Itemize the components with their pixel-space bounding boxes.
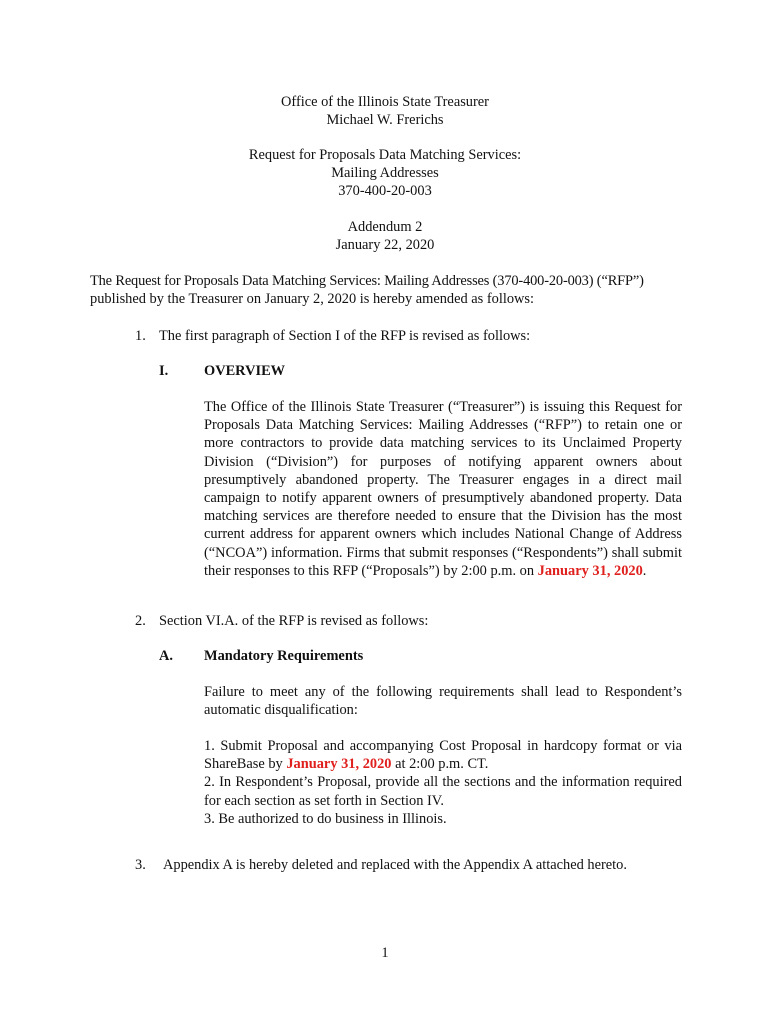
rfp-heading [0,146,770,201]
intro-line-2: published by the Treasurer on January 2, 2020 is hereby amended as follows: [90,291,535,308]
overview-deadline: January 31, 2020 [537,562,643,579]
page-number: 1 [381,945,389,961]
rfp-number: 370-400-20-003 [338,183,432,200]
item-1-number: 1. [135,328,146,344]
requirement-2: 2. In Respondent’s Proposal, provide all the sections and the information required for each section as set forth in Section IV. [204,774,682,809]
requirement-1: 1. Submit Proposal and accompanying Cost Proposal in hardcopy format or via ShareBase by January 31, 2020 at 2:00 p.m. CT. [204,738,682,773]
requirements-list [204,737,682,828]
item-2-text: Section VI.A. of the RFP is revised as follows: [159,613,429,629]
rfp-subtitle: Mailing Addresses [331,165,439,182]
addendum-title: Addendum 2 [347,219,423,235]
overview-text: The Office of the Illinois State Treasurer (“Treasurer”) is issuing this Request for Proposals Data Matching Services: Mailing Addresses (“RFP”) to retain one or more contractors to provide data matching services to its Unclaimed Property Division (“Division”) for purposes of notifying apparent owners about presumptively abandoned property. The Treasurer engages in a direct mail campaign to notify apparent owners of presumptively abandoned property. Data matching services are therefore needed to ensure that the Division has the most current address for apparent owners which includes National Change of Address (“NCOA”) information. Firms that submit responses (“Respondents”) shall submit their responses to this RFP (“Proposals”) by 2:00 p.m. on [204,399,682,579]
section-i-title: OVERVIEW [204,363,286,379]
requirements-intro: Failure to meet any of the following requirements shall lead to Respondent’s automatic disqualification: [204,684,682,719]
intro-paragraph [90,272,682,308]
office-name: Office of the Illinois State Treasurer [281,94,489,110]
item-2-number: 2. [135,613,146,629]
rfp-title: Request for Proposals Data Matching Services: [248,147,522,163]
intro-line-1: The Request for Proposals Data Matching Services: Mailing Addresses (370-400-20-003) (“RFP”) [90,273,644,289]
addendum-date: January 22, 2020 [335,237,435,254]
requirement-1-date: January 31, 2020 [286,756,392,773]
overview-end: . [642,562,647,579]
section-i-number: I. [159,363,169,379]
section-a-title: Mandatory Requirements [204,648,364,664]
item-3-text: Appendix A is hereby deleted and replaced with the Appendix A attached hereto. [163,857,627,873]
section-a-letter: A. [159,648,173,664]
overview-paragraph [204,398,682,580]
addendum-heading [0,218,770,254]
document-header [0,93,770,129]
treasurer-name: Michael W. Frerichs [326,112,444,129]
item-1-text: The first paragraph of Section I of the RFP is revised as follows: [159,328,531,344]
item-3-number: 3. [135,857,146,873]
requirement-3: 3. Be authorized to do business in Illinois. [204,810,447,827]
